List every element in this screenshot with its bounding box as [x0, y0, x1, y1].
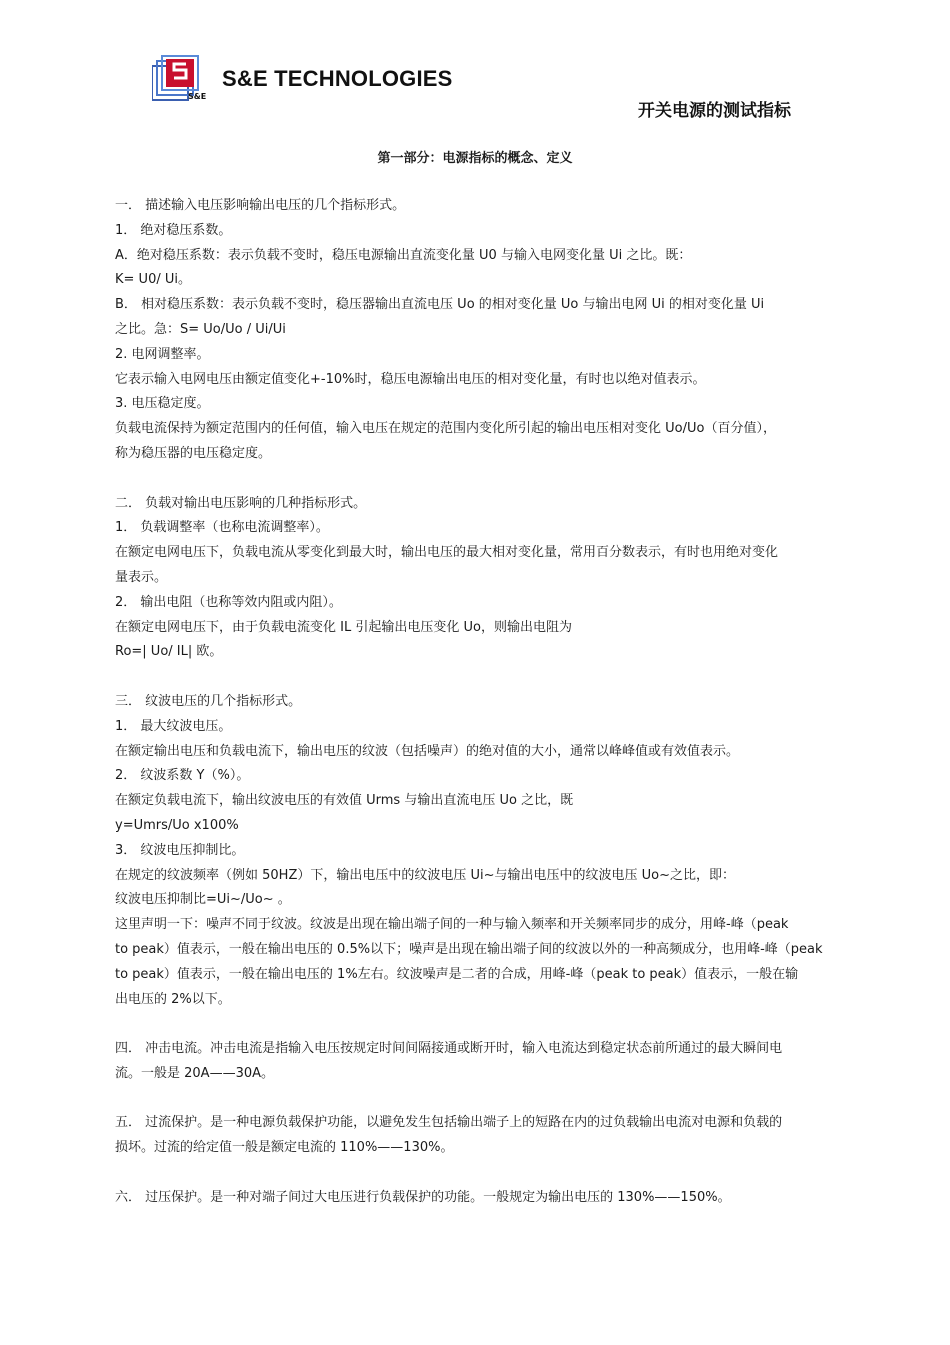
blank-line — [115, 1012, 850, 1037]
text-line: K= U0/ Ui。 — [115, 272, 191, 288]
text-line: 2． 输出电阻（也称等效内阻或内阻）。 — [115, 594, 342, 610]
text-line: 1． 最大纹波电压。 — [115, 718, 232, 734]
company-name: S&E TECHNOLOGIES — [222, 66, 453, 91]
text-line: 之比。急：S= Uo/Uo / Ui/Ui — [115, 321, 286, 337]
text-line: 在规定的纹波频率（例如 50HZ）下，输出电压中的纹波电压 Ui~与输出电压中的纹波电压 Uo~之比，即： — [115, 867, 736, 883]
text-line: B． 相对稳压系数：表示负载不变时，稳压器输出直流电压 Uo 的相对变化量 Uo 与输出电网 Ui 的相对变化量 Ui — [115, 297, 765, 313]
text-line: 出电压的 2%以下。 — [115, 991, 231, 1007]
blank-line — [115, 1161, 850, 1186]
document-title: 开关电源的测试指标 — [638, 101, 791, 121]
blank-line — [115, 665, 850, 690]
text-line: 五． 过流保护。是一种电源负载保护功能，以避免发生包括输出端子上的短路在内的过负载输出电流对电源和负载的 — [115, 1115, 783, 1131]
text-line: 在额定负载电流下，输出纹波电压的有效值 Urms 与输出直流电压 Uo 之比，既 — [115, 793, 574, 809]
text-line: 2. 电网调整率。 — [115, 346, 210, 362]
text-line: 它表示输入电网电压由额定值变化+-10%时，稳压电源输出电压的相对变化量，有时也以绝对值表示。 — [115, 371, 706, 387]
text-line: 流。一般是 20A——30A。 — [115, 1065, 275, 1081]
section-title: 第一部分：电源指标的概念、定义 — [377, 151, 573, 166]
blank-line — [115, 467, 850, 492]
svg-text:S&E: S&E — [188, 92, 207, 101]
text-line: 量表示。 — [115, 569, 168, 585]
text-line: 二． 负载对输出电压影响的几种指标形式。 — [115, 495, 367, 511]
text-line: 四． 冲击电流。冲击电流是指输入电压按规定时间间隔接通或断开时，输入电流达到稳定状态前所通过的最大瞬间电 — [115, 1041, 783, 1057]
document-body — [115, 194, 850, 1211]
text-line: 2． 纹波系数 Y（%）。 — [115, 768, 250, 784]
text-line: 这里声明一下：噪声不同于纹波。纹波是出现在输出端子间的一种与输入频率和开关频率同步的成分，用峰-峰（peak — [115, 917, 789, 933]
text-line: 负载电流保持为额定范围内的任何值，输入电压在规定的范围内变化所引起的输出电压相对变化 Uo/Uo（百分值）， — [115, 421, 776, 437]
text-line: A．绝对稳压系数：表示负载不变时，稳压电源输出直流变化量 U0 与输入电网变化量 Ui 之比。既： — [115, 247, 692, 263]
text-line: to peak）值表示，一般在输出电压的 1%左右。纹波噪声是二者的合成，用峰-峰（peak to peak）值表示，一般在输 — [115, 966, 799, 982]
text-line: to peak）值表示，一般在输出电压的 0.5%以下；噪声是出现在输出端子间的纹波以外的一种高频成分，也用峰-峰（peak — [115, 941, 823, 957]
text-line: 1． 绝对稳压系数。 — [115, 222, 232, 238]
text-line: 3． 纹波电压抑制比。 — [115, 842, 245, 858]
text-line: 六． 过压保护。是一种对端子间过大电压进行负载保护的功能。一般规定为输出电压的 130%——150%。 — [115, 1189, 731, 1205]
text-line: 1． 负载调整率（也称电流调整率）。 — [115, 520, 329, 536]
text-line: 损坏。过流的给定值一般是额定电流的 110%——130%。 — [115, 1140, 454, 1156]
text-line: 3. 电压稳定度。 — [115, 396, 210, 412]
text-line: 一． 描述输入电压影响输出电压的几个指标形式。 — [115, 198, 406, 213]
text-line: Ro=| Uo/ IL| 欧。 — [115, 644, 223, 660]
text-line: 纹波电压抑制比=Ui~/Uo~ 。 — [115, 892, 291, 908]
text-line: y=Umrs/Uo x100% — [115, 817, 239, 833]
company-logo — [152, 52, 218, 102]
text-line: 称为稳压器的电压稳定度。 — [115, 445, 272, 461]
blank-line — [115, 1087, 850, 1112]
text-line: 在额定电网电压下，由于负载电流变化 IL 引起输出电压变化 Uo，则输出电阻为 — [115, 619, 572, 635]
text-line: 在额定输出电压和负载电流下，输出电压的纹波（包括噪声）的绝对值的大小，通常以峰峰值或有效值表示。 — [115, 743, 740, 759]
text-line: 三． 纹波电压的几个指标形式。 — [115, 693, 302, 709]
text-line: 在额定电网电压下，负载电流从零变化到最大时，输出电压的最大相对变化量，常用百分数表示，有时也用绝对变化 — [115, 545, 779, 561]
